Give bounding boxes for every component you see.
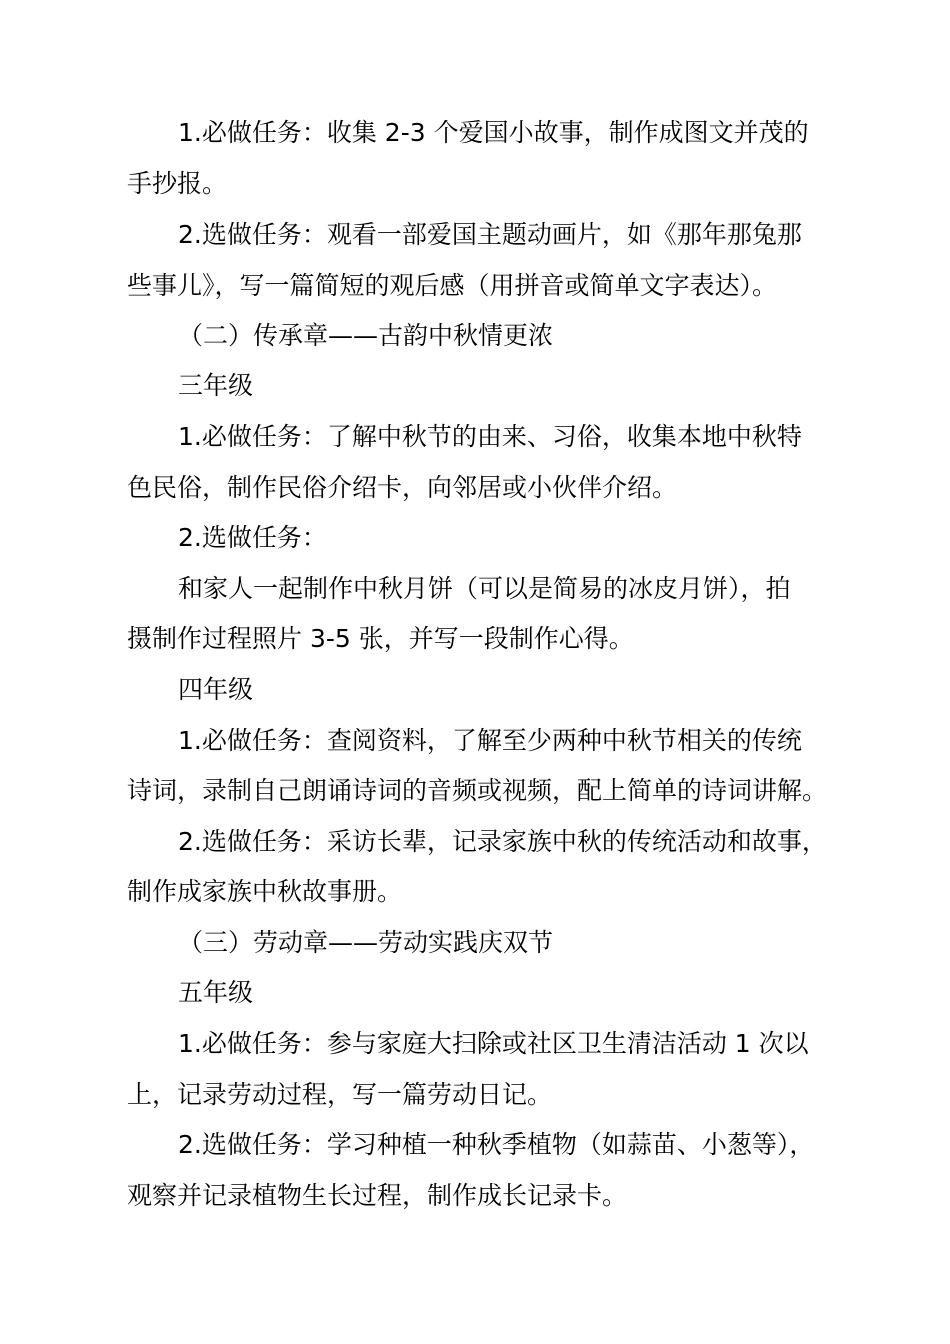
- text-line: 1.必做任务：参与家庭大扫除或社区卫生清洁活动 1 次以: [178, 1029, 809, 1058]
- text-line: 1.必做任务：查阅资料，了解至少两种中秋节相关的传统: [178, 726, 802, 755]
- text-line: 上，记录劳动过程，写一篇劳动日记。: [127, 1080, 553, 1109]
- text-line: 2.选做任务：: [178, 523, 327, 552]
- text-line: 制作成家族中秋故事册。: [127, 877, 403, 906]
- text-line: 2.选做任务：观看一部爱国主题动画片，如《那年那兔那: [178, 220, 802, 249]
- grade-heading: 五年级: [178, 978, 254, 1007]
- text-line: 1.必做任务：收集 2-3 个爱国小故事，制作成图文并茂的: [178, 118, 809, 147]
- text-line: 摄制作过程照片 3-5 张，并写一段制作心得。: [127, 624, 634, 653]
- text-line: 和家人一起制作中秋月饼（可以是简易的冰皮月饼），拍: [178, 574, 791, 603]
- grade-heading: 三年级: [178, 371, 254, 400]
- section-heading: （二）传承章——古韵中秋情更浓: [178, 321, 554, 350]
- text-line: 些事儿》，写一篇简短的观后感（用拼音或简单文字表达）。: [127, 271, 778, 300]
- text-line: 2.选做任务：采访长辈，记录家族中秋的传统活动和故事，: [178, 827, 827, 856]
- grade-heading: 四年级: [178, 675, 254, 704]
- text-line: 手抄报。: [127, 169, 228, 198]
- section-heading: （三）劳动章——劳动实践庆双节: [178, 928, 554, 957]
- text-line: 观察并记录植物生长过程，制作成长记录卡。: [127, 1181, 628, 1210]
- text-line: 色民俗，制作民俗介绍卡，向邻居或小伙伴介绍。: [127, 473, 678, 502]
- text-line: 2.选做任务：学习种植一种秋季植物（如蒜苗、小葱等），: [178, 1130, 815, 1159]
- text-line: 1.必做任务：了解中秋节的由来、习俗，收集本地中秋特: [178, 422, 802, 451]
- text-line: 诗词，录制自己朗诵诗词的音频或视频，配上简单的诗词讲解。: [127, 776, 828, 805]
